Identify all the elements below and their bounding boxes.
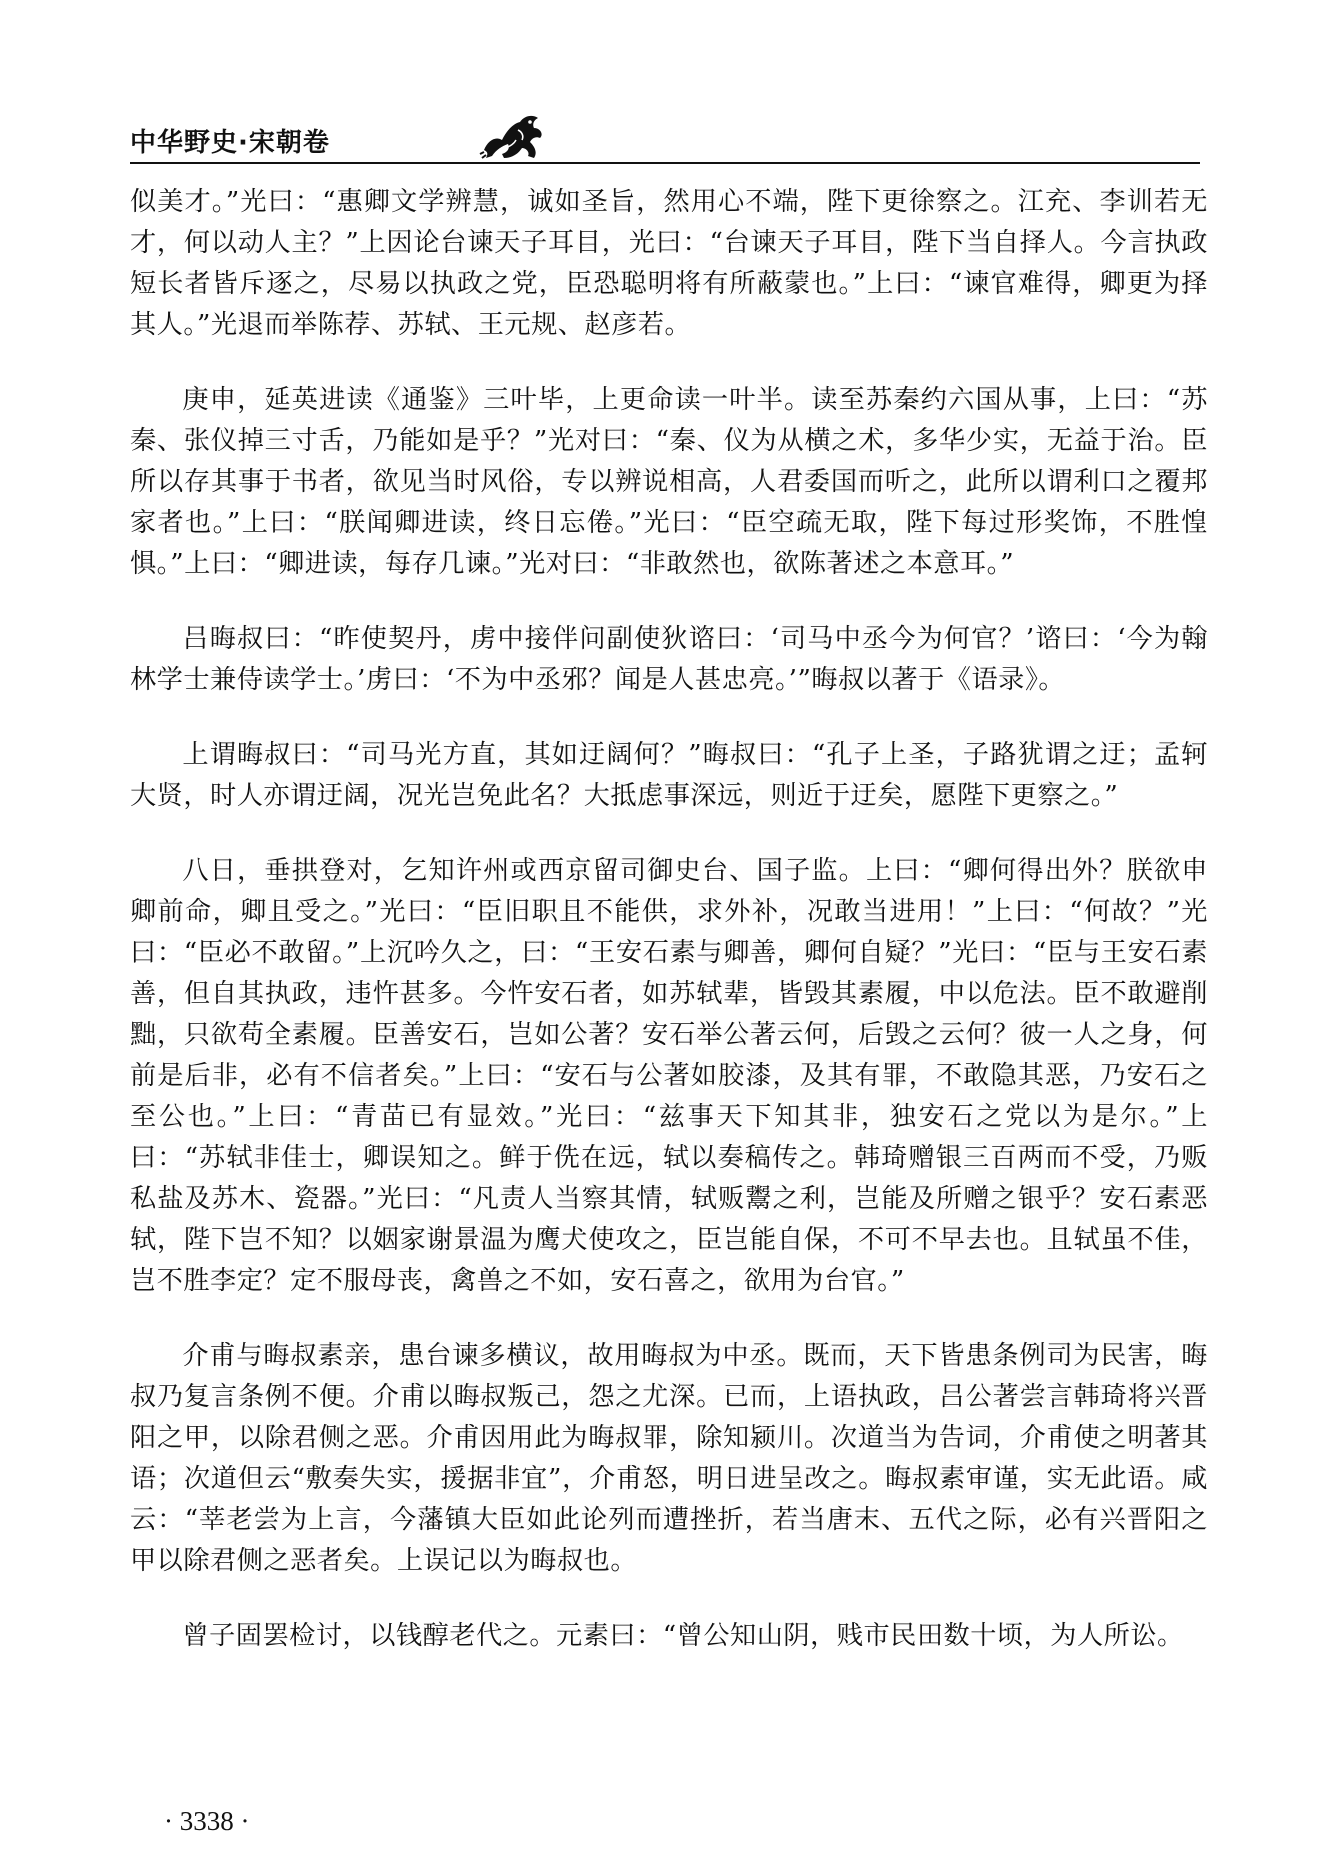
page-number: · 3338 · (164, 1806, 250, 1836)
paragraph: 上谓晦叔曰：“司马光方直，其如迂阔何？”晦叔曰：“孔子上圣，子路犹谓之迂；孟轲大贤，时人亦谓迂阔，况光岂免此名？大抵虑事深远，则近于迂矣，愿陛下更察之。” (130, 740, 1208, 811)
dragon-emblem-icon (478, 110, 546, 164)
paragraph: 八日，垂拱登对，乞知许州或西京留司御史台、国子监。上曰：“卿何得出外？朕欲申卿前命，卿且受之。”光曰：“臣旧职且不能供，求外补，况敢当进用！”上曰：“何故？”光曰：“臣必不敢留。”上沉吟久之，曰：“王安石素与卿善，卿何自疑？”光曰：“臣与王安石素善，但自其执政，违忤甚多。今忤安石者，如苏轼辈，皆毁其素履，中以危法。臣不敢避削黜，只欲苟全素履。臣善安石，岂如公著？安石举公著云何，后毁之云何？彼一人之身，何前是后非，必有不信者矣。”上曰：“安石与公著如胶漆，及其有罪，不敢隐其恶，乃安石之至公也。”上曰：“青苗已有显效。”光曰：“兹事天下知其非，独安石之党以为是尔。”上曰：“苏轼非佳士，卿误知之。鲜于侁在远，轼以奏稿传之。韩琦赠银三百两而不受，乃贩私盐及苏木、瓷器。”光曰：“凡责人当察其情，轼贩鬻之利，岂能及所赠之银乎？安石素恶轼，陛下岂不知？以姻家谢景温为鹰犬使攻之，臣岂能自保，不可不早去也。且轼虽不佳，岂不胜李定？定不服母丧，禽兽之不如，安石喜之，欲用为台官。” (130, 856, 1208, 1296)
main-text (130, 182, 1208, 1691)
paragraph: 庚申，延英进读《通鉴》三叶毕，上更命读一叶半。读至苏秦约六国从事，上曰：“苏秦、张仪掉三寸舌，乃能如是乎？”光对曰：“秦、仪为从横之术，多华少实，无益于治。臣所以存其事于书者，欲见当时风俗，专以辨说相高，人君委国而听之，此所以谓利口之覆邦家者也。”上曰：“朕闻卿进读，终日忘倦。”光曰：“臣空疏无取，陛下每过形奖饰，不胜惶惧。”上曰：“卿进读，每存几谏。”光对曰：“非敢然也，欲陈著述之本意耳。” (130, 385, 1208, 579)
book-title: 中华野史·宋朝卷 (130, 128, 330, 158)
running-header (130, 118, 1200, 168)
paragraph: 似美才。”光曰：“惠卿文学辨慧，诚如圣旨，然用心不端，陛下更徐察之。江充、李训若无才，何以动人主？”上因论台谏天子耳目，光曰：“台谏天子耳目，陛下当自择人。今言执政短长者皆斥逐之，尽易以执政之党，臣恐聪明将有所蔽蒙也。”上曰：“谏官难得，卿更为择其人。”光退而举陈荐、苏轼、王元规、赵彦若。 (130, 187, 1208, 340)
paragraph: 吕晦叔曰：“昨使契丹，虏中接伴问副使狄谘曰：‘司马中丞今为何官？’谘曰：‘今为翰林学士兼侍读学士。’虏曰：‘不为中丞邪？闻是人甚忠亮。’”晦叔以著于《语录》。 (130, 624, 1208, 695)
paragraph: 曾子固罢检讨，以钱醇老代之。元素曰：“曾公知山阴，贱市民田数十顷，为人所讼。 (182, 1621, 1184, 1651)
paragraph: 介甫与晦叔素亲，患台谏多横议，故用晦叔为中丞。既而，天下皆患条例司为民害，晦叔乃复言条例不便。介甫以晦叔叛己，怨之尤深。已而，上语执政，吕公著尝言韩琦将兴晋阳之甲，以除君侧之恶。介甫因用此为晦叔罪，除知颍川。次道当为告词，介甫使之明著其语；次道但云“敷奏失实，援据非宜”，介甫怒，明日进呈改之。晦叔素审谨，实无此语。咸云：“莘老尝为上言，今藩镇大臣如此论列而遭挫折，若当唐末、五代之际，必有兴晋阳之甲以除君侧之恶者矣。上误记以为晦叔也。 (130, 1341, 1208, 1576)
header-rule (130, 162, 1200, 164)
